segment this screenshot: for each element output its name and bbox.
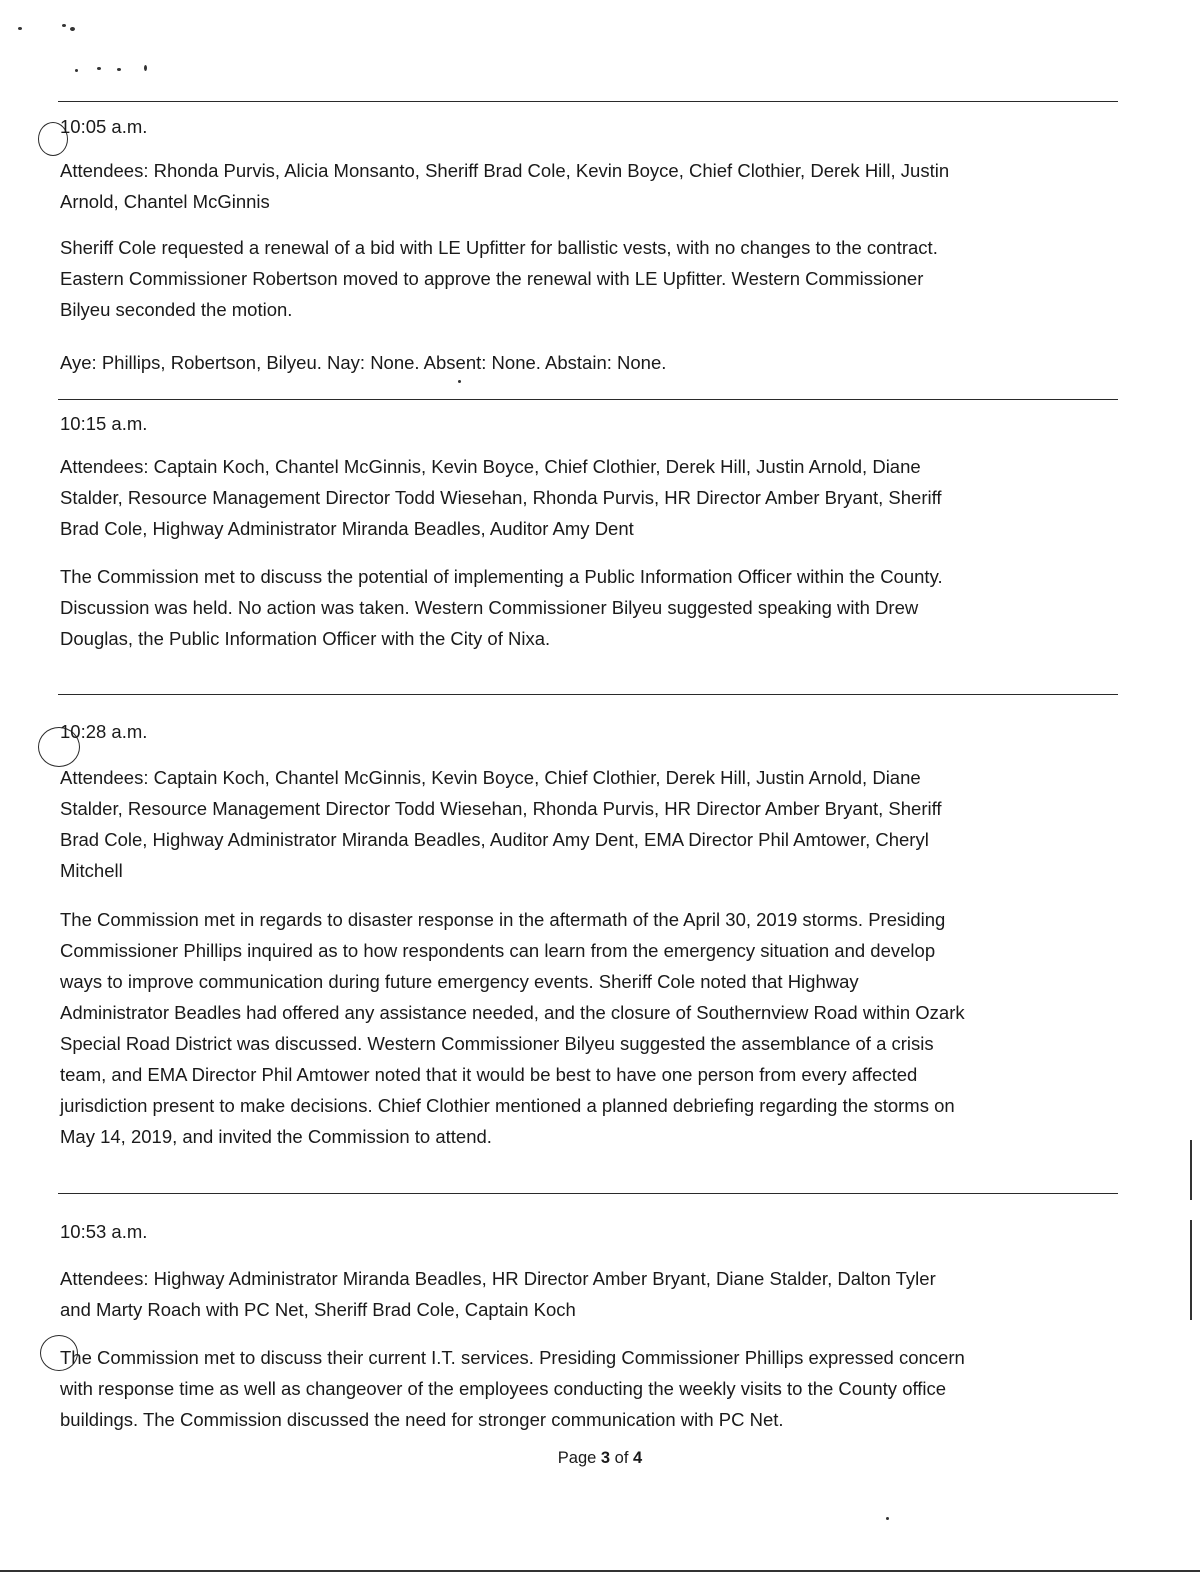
text-line: Attendees: Captain Koch, Chantel McGinnis, Kevin Boyce, Chief Clothier, Derek Hill, Justin Arnold, Diane [60, 456, 921, 477]
scan-speck [18, 27, 22, 30]
text-line: Stalder, Resource Management Director Todd Wiesehan, Rhonda Purvis, HR Director Amber Bryant, Sheriff [60, 798, 942, 819]
text-line: Discussion was held. No action was taken. Western Commissioner Bilyeu suggested speaking with Drew [60, 597, 919, 618]
text-line: Brad Cole, Highway Administrator Miranda Beadles, Auditor Amy Dent [60, 518, 634, 539]
section-divider [58, 101, 1118, 102]
minutes-paragraph [60, 232, 1124, 325]
scan-speck [62, 24, 66, 27]
page-number-current: 3 [600, 1449, 611, 1467]
text-line: jurisdiction present to make decisions. Chief Clothier mentioned a planned debriefing regarding the storms on [60, 1095, 955, 1116]
scan-speck [144, 65, 147, 71]
section-divider [58, 694, 1118, 695]
section-divider [58, 1193, 1118, 1194]
page-number-total: 4 [633, 1449, 643, 1467]
page-number-separator: of [610, 1449, 634, 1467]
section-time: 10:53 a.m. [60, 1221, 148, 1242]
section-time: 10:05 a.m. [60, 116, 148, 137]
text-line: The Commission met to discuss their current I.T. services. Presiding Commissioner Phillips expressed concern [60, 1347, 965, 1368]
minutes-paragraph [60, 904, 1124, 1152]
attendees-paragraph [60, 1263, 1124, 1325]
scan-speck [886, 1517, 889, 1520]
scan-edge-mark [1190, 1140, 1192, 1200]
scan-speck [97, 67, 101, 70]
scan-speck [458, 380, 461, 383]
text-line: team, and EMA Director Phil Amtower noted that it would be best to have one person from every affected [60, 1064, 918, 1085]
attendees-paragraph [60, 451, 1124, 544]
scan-speck [117, 68, 121, 71]
text-line: Administrator Beadles had offered any assistance needed, and the closure of Southernview Road within Ozark [60, 1002, 965, 1023]
text-line: Commissioner Phillips inquired as to how respondents can learn from the emergency situation and develop [60, 940, 936, 961]
text-line: Attendees: Rhonda Purvis, Alicia Monsanto, Sheriff Brad Cole, Kevin Boyce, Chief Clothier, Derek Hill, Justin [60, 160, 950, 181]
text-line: May 14, 2019, and invited the Commission to attend. [60, 1126, 492, 1147]
text-line: with response time as well as changeover of the employees conducting the weekly visits to the County office [60, 1378, 947, 1399]
text-line: buildings. The Commission discussed the need for stronger communication with PC Net. [60, 1409, 784, 1430]
page-number [0, 1446, 1200, 1470]
text-line: ways to improve communication during future emergency events. Sheriff Cole noted that Highway [60, 971, 859, 992]
section-divider [58, 399, 1118, 400]
text-line: Attendees: Captain Koch, Chantel McGinnis, Kevin Boyce, Chief Clothier, Derek Hill, Justin Arnold, Diane [60, 767, 921, 788]
minutes-paragraph [60, 1342, 1124, 1435]
text-line: Stalder, Resource Management Director Todd Wiesehan, Rhonda Purvis, HR Director Amber Bryant, Sheriff [60, 487, 942, 508]
text-line: Brad Cole, Highway Administrator Miranda Beadles, Auditor Amy Dent, EMA Director Phil Amtower, Cheryl [60, 829, 929, 850]
text-line: Mitchell [60, 860, 123, 881]
page-number-prefix: Page [557, 1449, 601, 1467]
text-line: Special Road District was discussed. Western Commissioner Bilyeu suggested the assemblance of a crisis [60, 1033, 934, 1054]
scan-speck [75, 69, 78, 72]
minutes-paragraph [60, 561, 1124, 654]
text-line: Arnold, Chantel McGinnis [60, 191, 270, 212]
section-time: 10:28 a.m. [60, 721, 148, 742]
text-line: The Commission met to discuss the potential of implementing a Public Information Officer within the County. [60, 566, 943, 587]
vote-paragraph [60, 347, 1124, 378]
scan-edge-mark [1190, 1220, 1192, 1320]
text-line: Eastern Commissioner Robertson moved to approve the renewal with LE Upfitter. Western Commissioner [60, 268, 924, 289]
text-line: Douglas, the Public Information Officer with the City of Nixa. [60, 628, 551, 649]
attendees-paragraph [60, 762, 1124, 886]
text-line: Attendees: Highway Administrator Miranda Beadles, HR Director Amber Bryant, Diane Stalder, Dalton Tyler [60, 1268, 936, 1289]
text-line: and Marty Roach with PC Net, Sheriff Brad Cole, Captain Koch [60, 1299, 576, 1320]
text-line: Aye: Phillips, Robertson, Bilyeu. Nay: None. Absent: None. Abstain: None. [60, 352, 667, 373]
scan-speck [70, 27, 75, 31]
scan-edge-mark [0, 1570, 1200, 1572]
text-line: Bilyeu seconded the motion. [60, 299, 293, 320]
text-line: The Commission met in regards to disaster response in the aftermath of the April 30, 2019 storms. Presiding [60, 909, 946, 930]
text-line: Sheriff Cole requested a renewal of a bid with LE Upfitter for ballistic vests, with no changes to the contract. [60, 237, 938, 258]
section-time: 10:15 a.m. [60, 413, 148, 434]
attendees-paragraph [60, 155, 1124, 217]
